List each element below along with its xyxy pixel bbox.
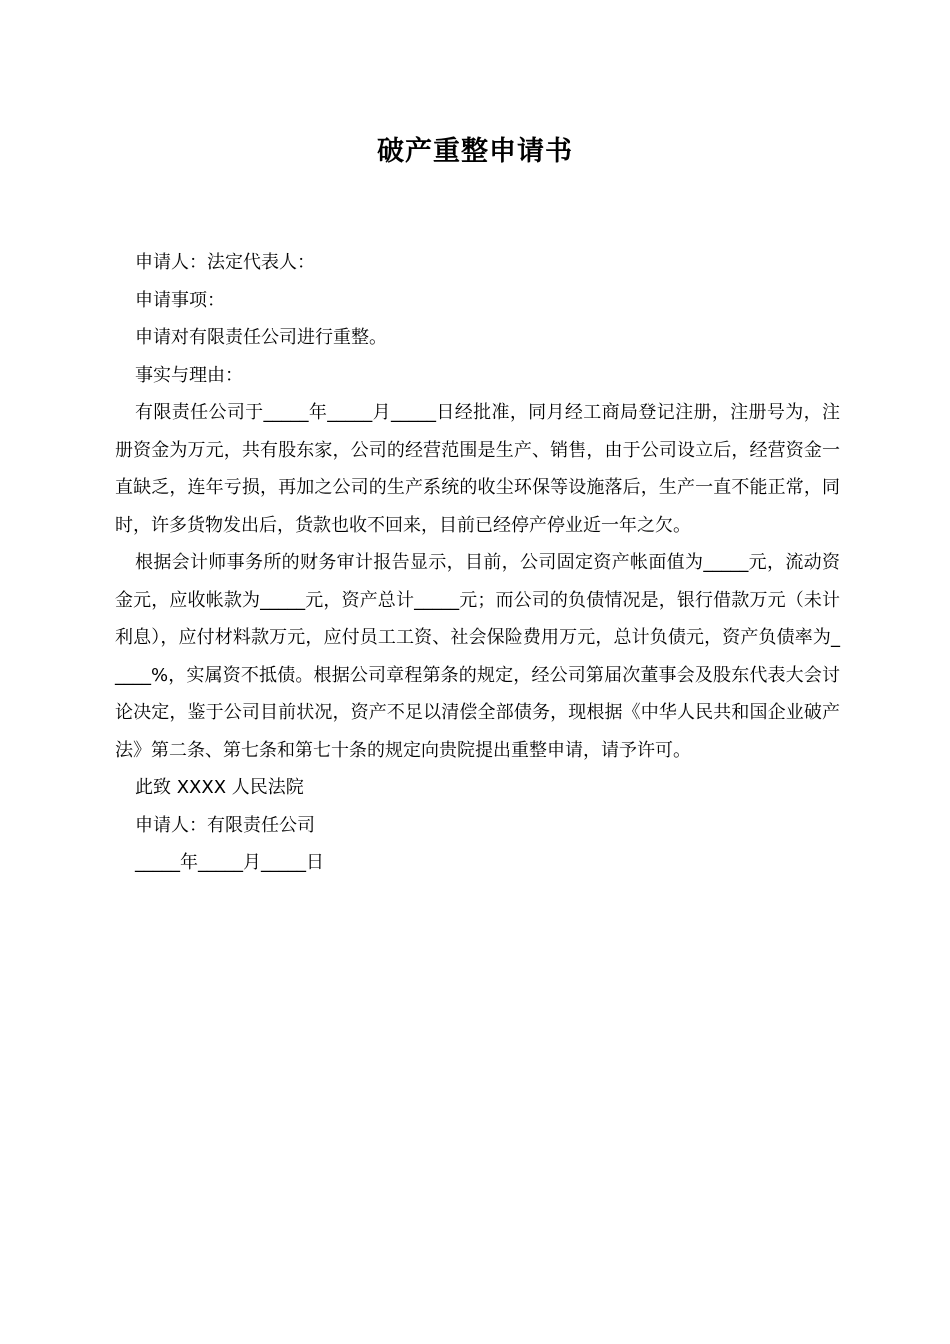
signature-line: 申请人：有限责任公司 [135, 814, 315, 836]
applicant-line: 申请人：法定代表人： [135, 252, 315, 273]
document-body [115, 244, 840, 882]
date-line: _____年_____月_____日 [135, 852, 324, 873]
request-content: 申请对有限责任公司进行重整。 [135, 327, 387, 348]
request-heading: 申请事项： [135, 289, 225, 311]
facts-heading: 事实与理由： [135, 364, 243, 386]
document-title: 破产重整申请书 [377, 136, 573, 167]
addressee-line: 此致 XXXX 人民法院 [135, 777, 304, 798]
audit-paragraph: 根据会计师事务所的财务审计报告显示，目前，公司固定资产帐面值为_____元，流动资金元，应收帐款为_____元，资产总计_____元；而公司的负债情况是，银行借款万元（未计利息），应付材料款万元，应付员工工资、社会保险费用万元，总计负债元，资产负债率为_____%，实属资不抵债。根据公司章程第条的规定，经公司第届次董事会及股东代表大会讨论决定，鉴于公司目前状况，资产不足以清偿全部债务，现根据《中华人民共和国企业破产法》第二条、第七条和第七十条的规定向贵院提出重整申请，请予许可。 [115, 552, 840, 761]
facts-paragraph: 有限责任公司于_____年_____月_____日经批准，同月经工商局登记注册，注册号为，注册资金为万元，共有股东家，公司的经营范围是生产、销售，由于公司设立后，经营资金一直缺乏，连年亏损，再加之公司的生产系统的收尘环保等设施落后，生产一直不能正常，同时，许多货物发出后，货款也收不回来，目前已经停产停业近一年之欠。 [115, 402, 840, 536]
